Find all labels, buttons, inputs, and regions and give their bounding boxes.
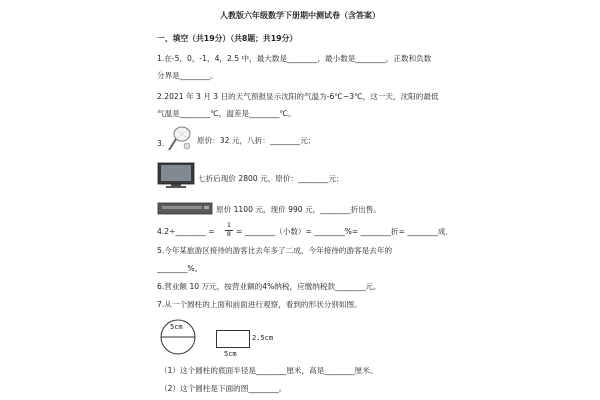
circle-diameter-label: 5cm (170, 323, 183, 331)
front-view-rectangle-figure (216, 330, 250, 348)
question-4-prefix: 4.2÷________ = (157, 227, 215, 236)
television-image (157, 162, 195, 189)
fraction-denominator: 8 (226, 230, 232, 238)
rectangle-width-label: 5cm (224, 350, 237, 358)
question-2-line-2: 气温是________℃，温差是________℃。 (157, 109, 296, 118)
question-1-line-2: 分界是________。 (157, 71, 218, 80)
question-3-item-1: 原价：32 元，八折：________元； (197, 136, 316, 145)
question-7: 7.从一个圆柱的上面和前面进行观察，看到的形状分别如图。 (157, 300, 362, 309)
badminton-racket-image (167, 125, 193, 153)
question-2-line-1: 2.2021 年 3 月 3 日的天气预报显示沈阳的气温为-6℃~3℃，这一天，沈阳的最低 (157, 92, 439, 101)
question-3-number: 3. (157, 139, 165, 148)
question-5-line-2: ________%。 (157, 264, 203, 273)
page-title: 人教版六年级数学下册期中测试卷（含答案） (220, 11, 380, 20)
section-heading: 一、填空（共19分）（共8题；共19分） (157, 34, 298, 43)
question-6: 6.营业额 10 万元，按营业额的4%纳税，应缴纳税款________元。 (157, 282, 381, 291)
rectangle-height-label: 2.5cm (252, 334, 274, 342)
question-3-item-2: 七折后现价 2800 元，原价：________元； (198, 174, 344, 183)
question-7-sub-2: （2）这个圆柱是下面的图________。 (160, 384, 287, 393)
question-5-line-1: 5.今年某旅游区接待的游客比去年多了二成，今年接待的游客是去年的 (157, 246, 393, 255)
question-4-rest: = ________（小数）= ________%= ________折= ________成． (236, 227, 453, 236)
question-3-item-3: 原价 1100 元，现价 990 元，________折出售。 (216, 205, 381, 214)
fraction-numerator: 1 (226, 221, 232, 229)
question-1-line-1: 1.在-5，0，-1，4，2.5 中，最大数是________，最小数是________，正数和负数 (157, 54, 432, 63)
question-7-sub-1: （1）这个圆柱的底面半径是________厘米，高是________厘米。 (160, 366, 378, 375)
printer-image (157, 201, 213, 216)
